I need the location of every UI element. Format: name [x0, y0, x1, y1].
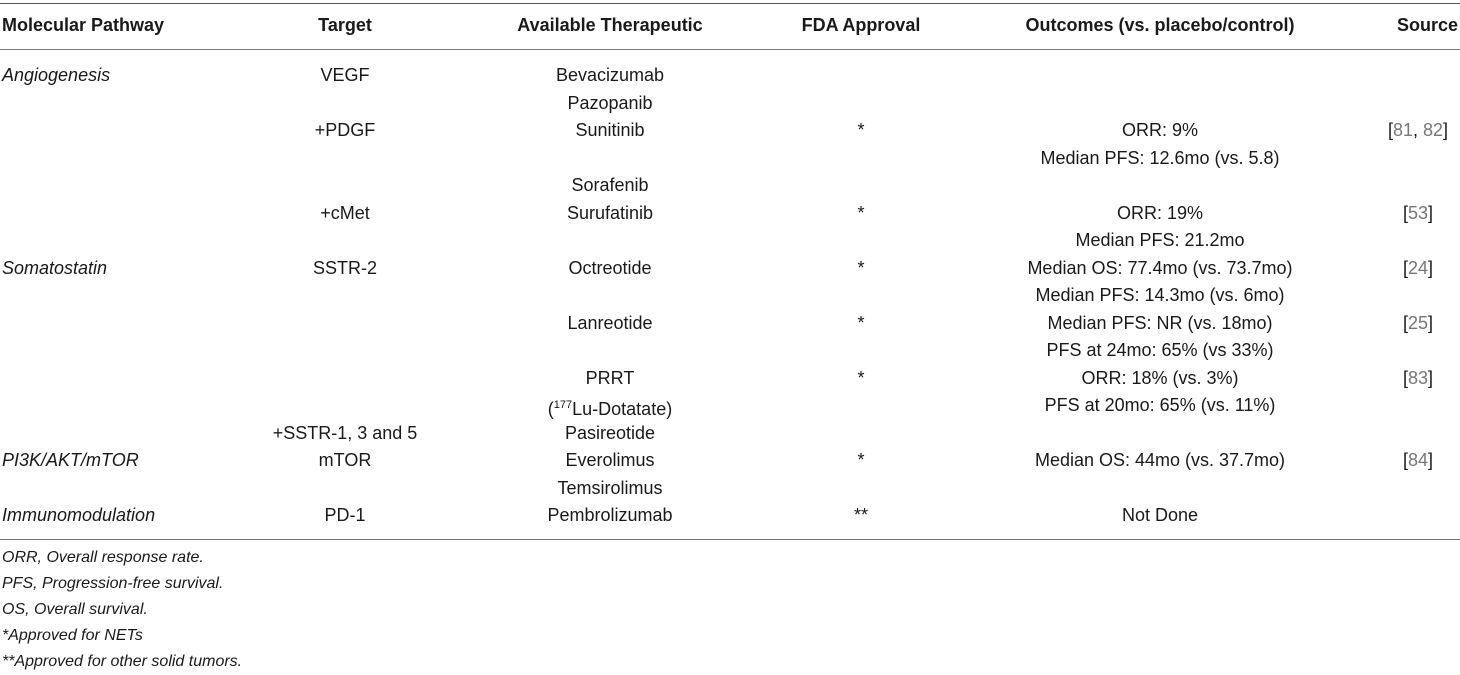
footnote-approved-nets: *Approved for NETs — [2, 627, 143, 644]
pathway-cell: Angiogenesis — [2, 65, 111, 85]
header-source: Source — [1396, 15, 1458, 35]
pathway-cell: Somatostatin — [2, 257, 108, 278]
reference-link[interactable]: 81 — [1392, 120, 1413, 140]
header-pathway: Molecular Pathway — [2, 15, 165, 35]
header-rule — [0, 49, 1460, 50]
table-bottom-rule — [0, 539, 1460, 540]
footnote-os: OS, Overall survival. — [2, 601, 148, 618]
table-top-rule — [0, 3, 1460, 4]
footnotes — [2, 545, 242, 675]
reference-link[interactable]: 84 — [1407, 450, 1429, 470]
reference-link[interactable]: 82 — [1423, 120, 1444, 140]
reference-link[interactable]: 24 — [1407, 257, 1429, 278]
pathway-cell: PI3K/AKT/mTOR — [2, 450, 139, 470]
pathway-cell: Immunomodulation — [2, 505, 156, 525]
footnote-pfs: PFS, Progression-free survival. — [2, 575, 224, 592]
footnote-approved-other: **Approved for other solid tumors. — [2, 653, 243, 670]
reference-link[interactable]: 83 — [1407, 367, 1429, 388]
footnote-orr: ORR, Overall response rate. — [2, 549, 204, 566]
reference-link[interactable]: 53 — [1407, 202, 1429, 223]
reference-link[interactable]: 25 — [1407, 312, 1429, 333]
